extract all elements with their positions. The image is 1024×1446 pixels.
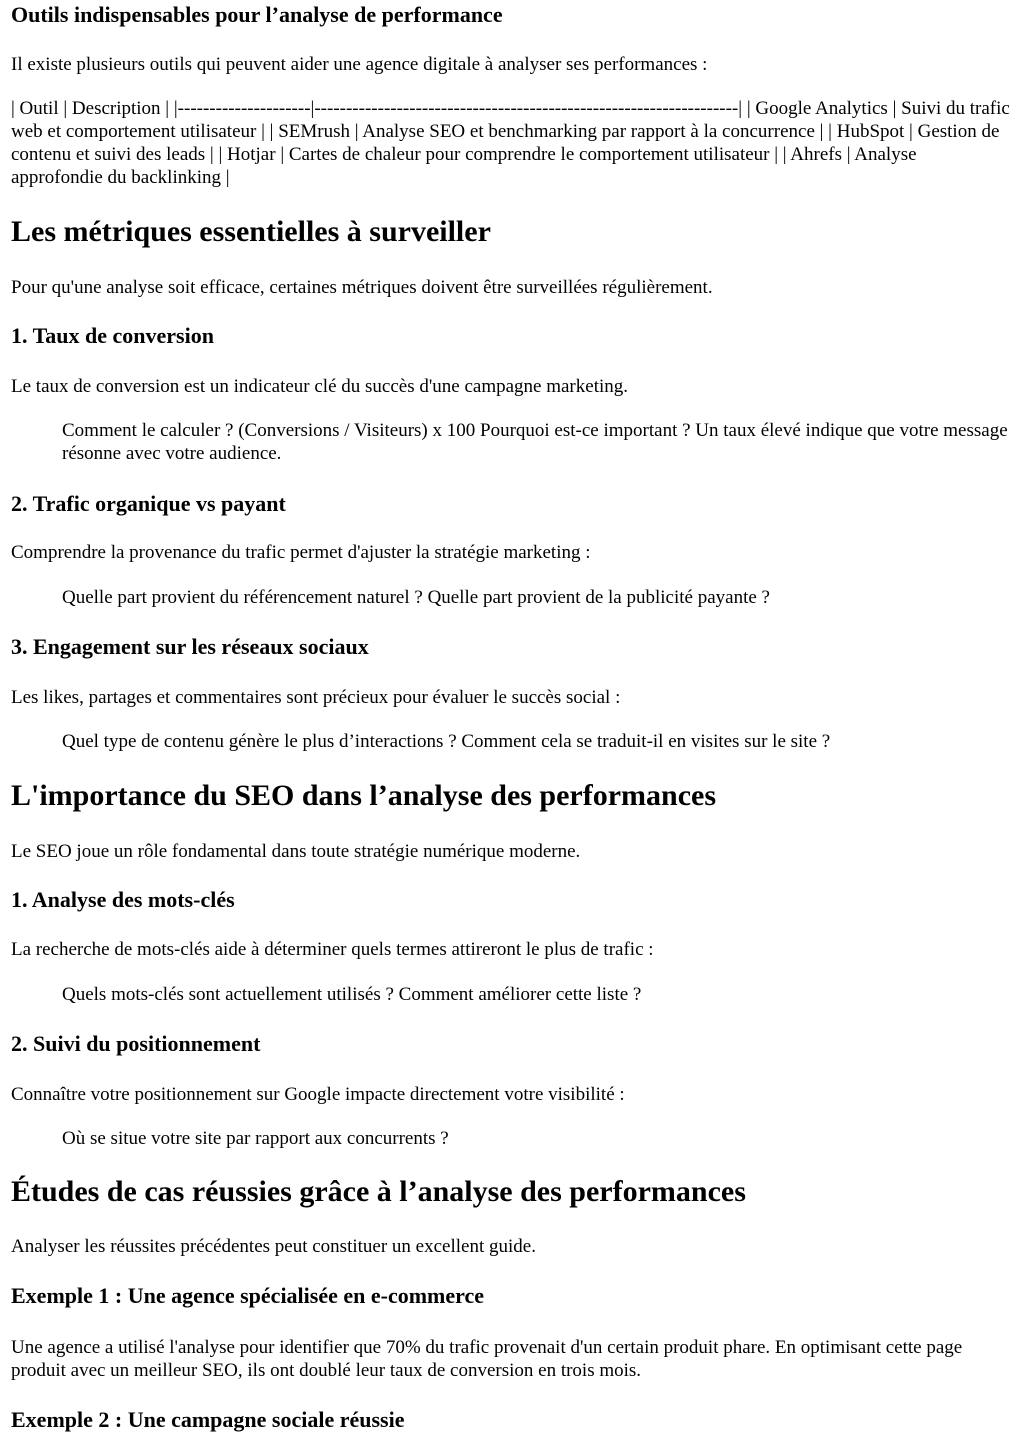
seo-intro: Le SEO joue un rôle fondamental dans toute stratégie numérique moderne. bbox=[11, 841, 581, 862]
conversion-text: Le taux de conversion est un indicateur clé du succès d'une campagne marketing. bbox=[11, 376, 628, 397]
social-quote: Quel type de contenu génère le plus d’interactions ? Comment cela se traduit-il en visites sur le site ? bbox=[62, 731, 831, 752]
example-2-heading: Exemple 2 : Une campagne sociale réussie bbox=[11, 1407, 405, 1432]
positioning-quote: Où se situe votre site par rapport aux concurrents ? bbox=[62, 1128, 449, 1149]
tools-table-raw-text: | Outil | Description | |---------------------|-------------------------------------------------------------------| | Google Analytics | Suivi du trafic web et comportement utilisateur | | SEMrush | Analyse SEO et benchmarking par rapport à la concurrence | | HubSpot | Gestion de contenu et suivi des leads | | Hotjar | Cartes de chaleur pour comprendre le comportement utilisateur | | Ahrefs | Analyse approfondie du backlinking | bbox=[11, 98, 1010, 188]
traffic-heading: 2. Trafic organique vs payant bbox=[11, 491, 286, 516]
keywords-heading: 1. Analyse des mots-clés bbox=[11, 887, 235, 912]
keywords-quote: Quels mots-clés sont actuellement utilisés ? Comment améliorer cette liste ? bbox=[62, 984, 642, 1005]
keywords-text: La recherche de mots-clés aide à déterminer quels termes attireront le plus de trafic : bbox=[11, 939, 654, 960]
social-text: Les likes, partages et commentaires sont précieux pour évaluer le succès social : bbox=[11, 687, 621, 708]
positioning-text: Connaître votre positionnement sur Google impacte directement votre visibilité : bbox=[11, 1084, 625, 1105]
conversion-heading: 1. Taux de conversion bbox=[11, 323, 214, 348]
seo-heading: L'importance du SEO dans l’analyse des performances bbox=[11, 779, 717, 812]
case-studies-heading: Études de cas réussies grâce à l’analyse des performances bbox=[11, 1175, 746, 1208]
example-1-text: Une agence a utilisé l'analyse pour identifier que 70% du trafic provenait d'un certain produit phare. En optimisant cette page produit avec un meilleur SEO, ils ont doublé leur taux de conversion en trois mois. bbox=[11, 1337, 963, 1381]
metrics-intro: Pour qu'une analyse soit efficace, certaines métriques doivent être surveillées régulièrement. bbox=[11, 277, 713, 298]
positioning-heading: 2. Suivi du positionnement bbox=[11, 1031, 261, 1056]
traffic-text: Comprendre la provenance du trafic permet d'ajuster la stratégie marketing : bbox=[11, 542, 591, 563]
case-studies-intro: Analyser les réussites précédentes peut constituer un excellent guide. bbox=[11, 1236, 536, 1257]
traffic-quote: Quelle part provient du référencement naturel ? Quelle part provient de la publicité payante ? bbox=[62, 587, 770, 608]
social-heading: 3. Engagement sur les réseaux sociaux bbox=[11, 634, 369, 659]
example-1-heading: Exemple 1 : Une agence spécialisée en e-commerce bbox=[11, 1283, 485, 1308]
tools-intro: Il existe plusieurs outils qui peuvent aider une agence digitale à analyser ses performances : bbox=[11, 54, 708, 75]
tools-heading: Outils indispensables pour l’analyse de performance bbox=[11, 2, 503, 27]
conversion-quote: Comment le calculer ? (Conversions / Visiteurs) x 100 Pourquoi est-ce important ? Un taux élevé indique que votre message résonne avec votre audience. bbox=[62, 420, 1008, 464]
metrics-heading: Les métriques essentielles à surveiller bbox=[11, 215, 491, 248]
